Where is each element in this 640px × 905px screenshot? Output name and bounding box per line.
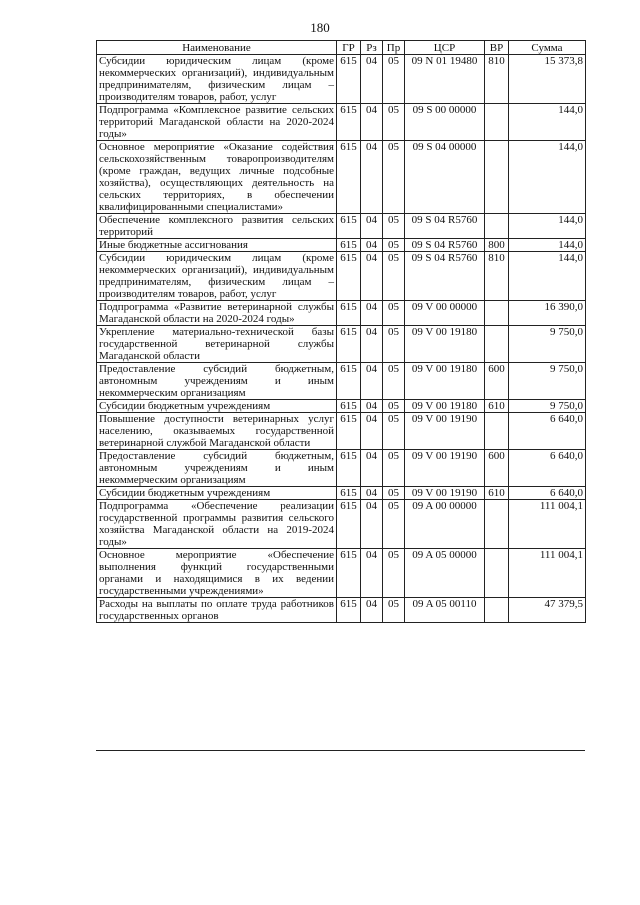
cell-csr: 09 V 00 19180: [405, 400, 485, 413]
cell-pr: 05: [383, 400, 405, 413]
cell-name: Обеспечение комплексного развития сельских территорий: [97, 214, 337, 239]
header-rz: Рз: [361, 41, 383, 55]
budget-table: [96, 40, 586, 623]
cell-rz: 04: [361, 549, 383, 598]
cell-csr: 09 V 00 19180: [405, 326, 485, 363]
table-row: [97, 326, 586, 363]
cell-rz: 04: [361, 487, 383, 500]
cell-csr: 09 S 04 R5760: [405, 239, 485, 252]
cell-csr: 09 A 00 00000: [405, 500, 485, 549]
cell-gr: 615: [337, 55, 361, 104]
cell-vr: [485, 500, 509, 549]
cell-gr: 615: [337, 598, 361, 623]
cell-gr: 615: [337, 252, 361, 301]
cell-rz: 04: [361, 239, 383, 252]
cell-vr: [485, 413, 509, 450]
cell-name: Укрепление материально-технической базы государственной ветеринарной службы Магаданской области: [97, 326, 337, 363]
cell-gr: 615: [337, 239, 361, 252]
cell-pr: 05: [383, 500, 405, 549]
cell-vr: [485, 598, 509, 623]
cell-vr: [485, 214, 509, 239]
cell-name: Подпрограмма «Обеспечение реализации государственной программы развития сельского хозяйства Магаданской области на 2019-2024 годы»: [97, 500, 337, 549]
cell-gr: 615: [337, 214, 361, 239]
cell-sum: 111 004,1: [509, 549, 586, 598]
cell-vr: 600: [485, 363, 509, 400]
cell-gr: 615: [337, 104, 361, 141]
table-row: [97, 598, 586, 623]
cell-csr: 09 S 04 00000: [405, 141, 485, 214]
cell-vr: 610: [485, 487, 509, 500]
table-row: [97, 239, 586, 252]
cell-sum: 9 750,0: [509, 363, 586, 400]
cell-rz: 04: [361, 400, 383, 413]
table-row: [97, 214, 586, 239]
page-bottom-rule: [96, 750, 585, 751]
cell-csr: 09 V 00 19180: [405, 363, 485, 400]
cell-sum: 111 004,1: [509, 500, 586, 549]
cell-gr: 615: [337, 413, 361, 450]
cell-pr: 05: [383, 549, 405, 598]
cell-rz: 04: [361, 450, 383, 487]
cell-vr: [485, 104, 509, 141]
cell-pr: 05: [383, 450, 405, 487]
cell-vr: 810: [485, 252, 509, 301]
cell-gr: 615: [337, 500, 361, 549]
cell-rz: 04: [361, 326, 383, 363]
cell-pr: 05: [383, 326, 405, 363]
cell-sum: 6 640,0: [509, 450, 586, 487]
table-row: [97, 450, 586, 487]
cell-csr: 09 S 00 00000: [405, 104, 485, 141]
cell-rz: 04: [361, 301, 383, 326]
cell-gr: 615: [337, 487, 361, 500]
cell-csr: 09 V 00 00000: [405, 301, 485, 326]
cell-sum: 6 640,0: [509, 413, 586, 450]
cell-name: Основное мероприятие «Обеспечение выполнения функций государственными органами и находящимися в их ведении государственными учреждениями»: [97, 549, 337, 598]
table-body: [97, 55, 586, 623]
cell-gr: 615: [337, 450, 361, 487]
cell-pr: 05: [383, 55, 405, 104]
table-row: [97, 500, 586, 549]
cell-sum: 144,0: [509, 104, 586, 141]
cell-gr: 615: [337, 141, 361, 214]
cell-vr: [485, 326, 509, 363]
cell-name: Иные бюджетные ассигнования: [97, 239, 337, 252]
cell-vr: [485, 141, 509, 214]
cell-csr: 09 V 00 19190: [405, 413, 485, 450]
cell-name: Субсидии бюджетным учреждениям: [97, 400, 337, 413]
cell-sum: 16 390,0: [509, 301, 586, 326]
header-pr: Пр: [383, 41, 405, 55]
cell-vr: 610: [485, 400, 509, 413]
table-row: [97, 363, 586, 400]
cell-name: Расходы на выплаты по оплате труда работников государственных органов: [97, 598, 337, 623]
cell-sum: 15 373,8: [509, 55, 586, 104]
header-sum: Сумма: [509, 41, 586, 55]
cell-csr: 09 V 00 19190: [405, 450, 485, 487]
cell-gr: 615: [337, 326, 361, 363]
header-gr: ГР: [337, 41, 361, 55]
cell-pr: 05: [383, 239, 405, 252]
cell-rz: 04: [361, 252, 383, 301]
table-header-row: [97, 41, 586, 55]
cell-pr: 05: [383, 487, 405, 500]
cell-pr: 05: [383, 214, 405, 239]
table-row: [97, 55, 586, 104]
header-csr: ЦСР: [405, 41, 485, 55]
cell-name: Предоставление субсидий бюджетным, автономным учреждениям и иным некоммерческим организациям: [97, 363, 337, 400]
header-name: Наименование: [97, 41, 337, 55]
table-row: [97, 413, 586, 450]
cell-vr: 600: [485, 450, 509, 487]
cell-rz: 04: [361, 500, 383, 549]
cell-pr: 05: [383, 252, 405, 301]
cell-gr: 615: [337, 363, 361, 400]
cell-vr: [485, 301, 509, 326]
table-row: [97, 549, 586, 598]
cell-sum: 6 640,0: [509, 487, 586, 500]
cell-gr: 615: [337, 549, 361, 598]
cell-rz: 04: [361, 598, 383, 623]
table-row: [97, 301, 586, 326]
table-row: [97, 141, 586, 214]
cell-gr: 615: [337, 301, 361, 326]
cell-name: Субсидии бюджетным учреждениям: [97, 487, 337, 500]
cell-vr: 810: [485, 55, 509, 104]
cell-sum: 144,0: [509, 239, 586, 252]
header-vr: ВР: [485, 41, 509, 55]
cell-csr: 09 N 01 19480: [405, 55, 485, 104]
cell-pr: 05: [383, 141, 405, 214]
table-row: [97, 104, 586, 141]
cell-pr: 05: [383, 363, 405, 400]
cell-sum: 144,0: [509, 252, 586, 301]
table-row: [97, 252, 586, 301]
cell-rz: 04: [361, 363, 383, 400]
cell-name: Подпрограмма «Комплексное развитие сельских территорий Магаданской области на 2020-2024 годы»: [97, 104, 337, 141]
cell-csr: 09 S 04 R5760: [405, 214, 485, 239]
cell-rz: 04: [361, 214, 383, 239]
cell-name: Основное мероприятие «Оказание содействия сельскохозяйственным товаропроизводителям (кроме граждан, ведущих личные подсобные хозяйства), осуществляющих деятельность на сельских территориях, в обеспечении квалифицированными специалистами»: [97, 141, 337, 214]
cell-rz: 04: [361, 104, 383, 141]
cell-rz: 04: [361, 55, 383, 104]
cell-name: Субсидии юридическим лицам (кроме некоммерческих организаций), индивидуальным предпринимателям, физическим лицам – производителям товаров, работ, услуг: [97, 252, 337, 301]
cell-name: Повышение доступности ветеринарных услуг населению, оказываемых государственной ветеринарной службой Магаданской области: [97, 413, 337, 450]
cell-csr: 09 V 00 19190: [405, 487, 485, 500]
cell-csr: 09 A 05 00110: [405, 598, 485, 623]
cell-rz: 04: [361, 413, 383, 450]
cell-pr: 05: [383, 413, 405, 450]
cell-pr: 05: [383, 104, 405, 141]
cell-pr: 05: [383, 301, 405, 326]
cell-vr: 800: [485, 239, 509, 252]
cell-sum: 9 750,0: [509, 326, 586, 363]
cell-csr: 09 S 04 R5760: [405, 252, 485, 301]
cell-pr: 05: [383, 598, 405, 623]
page-number: 180: [310, 20, 330, 35]
cell-sum: 144,0: [509, 141, 586, 214]
cell-rz: 04: [361, 141, 383, 214]
cell-name: Субсидии юридическим лицам (кроме некоммерческих организаций), индивидуальным предпринимателям, физическим лицам – производителям товаров, работ, услуг: [97, 55, 337, 104]
table-row: [97, 400, 586, 413]
cell-vr: [485, 549, 509, 598]
cell-name: Подпрограмма «Развитие ветеринарной службы Магаданской области на 2020-2024 годы»: [97, 301, 337, 326]
cell-sum: 144,0: [509, 214, 586, 239]
cell-name: Предоставление субсидий бюджетным, автономным учреждениям и иным некоммерческим организациям: [97, 450, 337, 487]
cell-sum: 47 379,5: [509, 598, 586, 623]
table-row: [97, 487, 586, 500]
cell-sum: 9 750,0: [509, 400, 586, 413]
cell-csr: 09 A 05 00000: [405, 549, 485, 598]
cell-gr: 615: [337, 400, 361, 413]
